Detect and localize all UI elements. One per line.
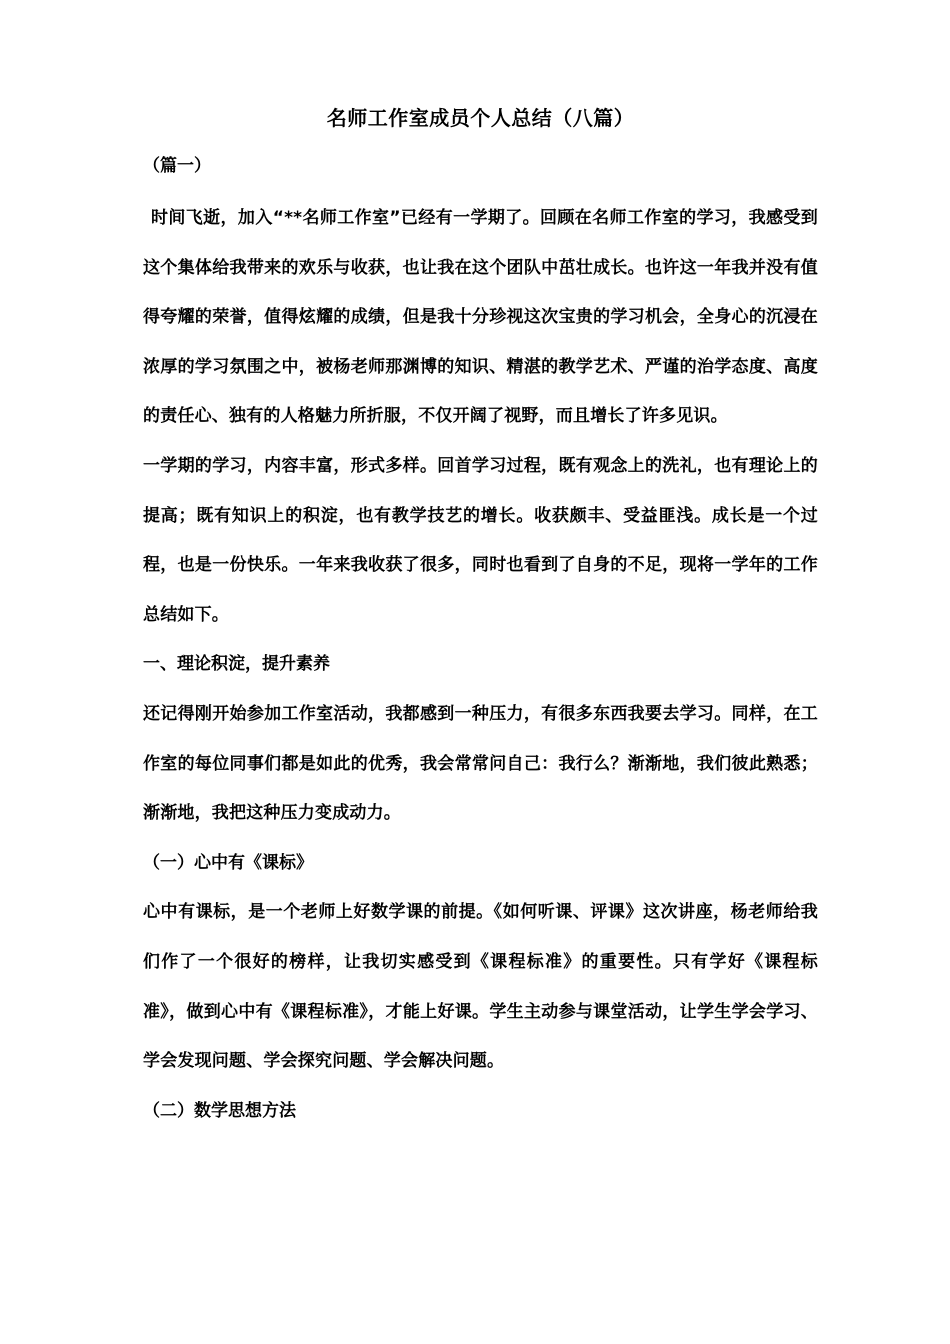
subheading-curriculum: （一）心中有《课标》 [143, 852, 313, 873]
paragraph-pressure: 还记得刚开始参加工作室活动，我都感到一种压力，有很多东西我要去学习。同样，在工作室的每位同事们都是如此的优秀，我会常常问自己：我行么？渐渐地，我们彼此熟悉；渐渐地，我把这种压力变成动力。 [143, 703, 818, 824]
paragraph-intro: 时间飞逝，加入“**名师工作室”已经有一学期了。回顾在名师工作室的学习，我感受到这个集体给我带来的欢乐与收获，也让我在这个团队中茁壮成长。也许这一年我并没有值得夸耀的荣誉，值得炫耀的成绩，但是我十分珍视这次宝贵的学习机会，全身心的沉浸在浓厚的学习氛围之中，被杨老师那渊博的知识、精湛的教学艺术、严谨的治学态度、高度的责任心、独有的人格魅力所折服，不仅开阔了视野，而且增长了许多见识。 [143, 208, 818, 427]
subheading-math-methods: （二）数学思想方法 [143, 1100, 296, 1121]
document-content [143, 104, 818, 1136]
document-title: 名师工作室成员个人总结（八篇） [326, 106, 635, 130]
part-label: （篇一） [143, 156, 211, 176]
section-heading-theory: 一、理论积淀，提升素养 [143, 654, 330, 675]
paragraph-curriculum: 心中有课标，是一个老师上好数学课的前提。《如何听课、评课》这次讲座，杨老师给我们作了一个很好的榜样，让我切实感受到《课程标准》的重要性。只有学好《课程标准》，做到心中有《课程标准》，才能上好课。学生主动参与课堂活动，让学生学会学习、学会发现问题、学会探究问题、学会解决问题。 [143, 902, 818, 1072]
paragraph-summary: 一学期的学习，内容丰富，形式多样。回首学习过程，既有观念上的洗礼，也有理论上的提高；既有知识上的积淀，也有教学技艺的增长。收获颇丰、受益匪浅。成长是一个过程，也是一份快乐。一年来我收获了很多，同时也看到了自身的不足，现将一学年的工作总结如下。 [143, 455, 818, 625]
